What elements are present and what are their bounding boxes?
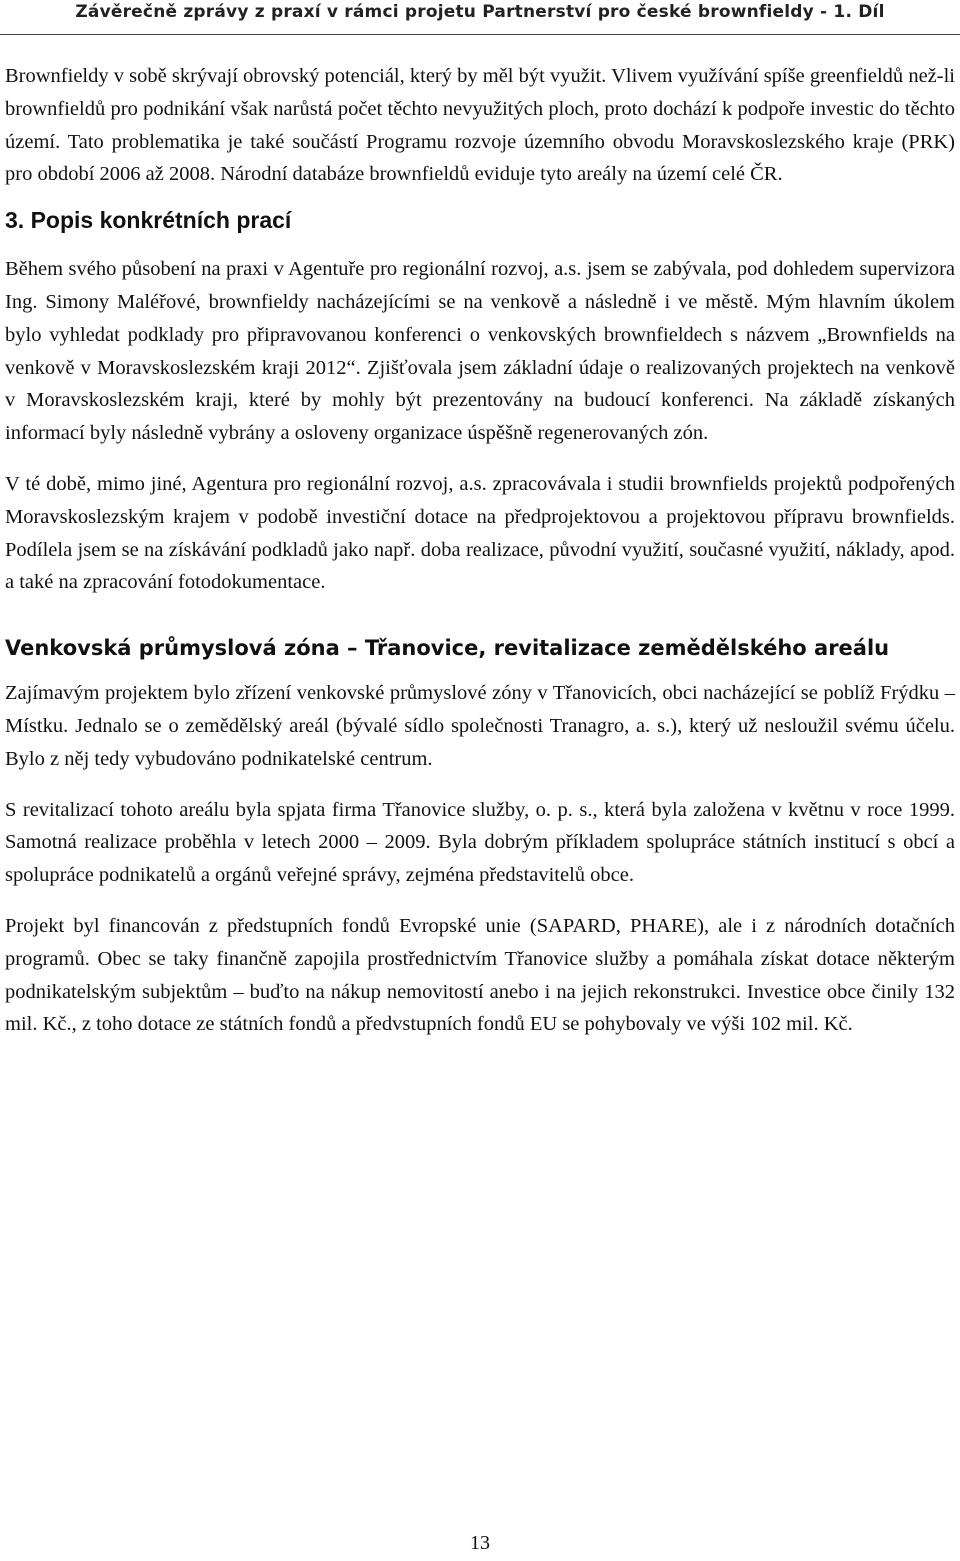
header-divider (0, 34, 960, 35)
page-number: 13 (470, 1532, 490, 1554)
paragraph-intro: Brownfieldy v sobě skrývají obrovský potenciál, který by měl být využit. Vlivem využívání spíše greenfieldů než-li brownfieldů pro podnikání však narůstá počet těchto nevyužitých ploch, proto dochází k podpoře investic do těchto území. Tato problematika je také součástí Programu rozvoje územního obvodu Moravskoslezského kraje (PRK) pro období 2006 až 2008. Národní databáze brownfieldů eviduje tyto areály na území celé ČR. (5, 65, 955, 186)
paragraph-work-description: Během svého působení na praxi v Agentuře pro regionální rozvoj, a.s. jsem se zabývala, pod dohledem supervizora Ing. Simony Maléřové, brownfieldy nacházejícími se na venkově a následně i ve městě. Mým hlavním úkolem bylo vyhledat podklady pro připravovanou konferenci o venkovských brownfieldech s názvem „Brownfields na venkově v Moravskoslezském kraji 2012“. Zjišťovala jsem základní údaje o realizovaných projektech na venkově v Moravskoslezském kraji, které by mohly být prezentovány na budoucí konferenci. Na základě získaných informací byly následně vybrány a osloveny organizace úspěšně regenerovaných zón. (5, 258, 955, 445)
paragraph-agency-study: V té době, mimo jiné, Agentura pro regionální rozvoj, a.s. zpracovávala i studii brownfields projektů podpořených Moravskoslezským krajem v podobě investiční dotace na předprojektovou a projektovou přípravu brownfields. Podílela jsem se na získávání podkladů jako např. doba realizace, původní využití, současné využití, náklady, apod. a také na zpracování fotodokumentace. (5, 472, 955, 594)
paragraph-zone-revitalization: S revitalizací tohoto areálu byla spjata firma Třanovice služby, o. p. s., která byla založena v květnu v roce 1999. Samotná realizace proběhla v letech 2000 – 2009. Byla dobrým příkladem spolupráce státních institucí s obcí a spolupráce podnikatelů a orgánů veřejné správy, zejména představitelů obce. (5, 798, 955, 887)
running-header: Závěrečně zprávy z praxí v rámci projetu Partnerství pro české brownfieldy - 1. Díl (75, 2, 885, 22)
subsection-heading: Venkovská průmyslová zóna – Třanovice, revitalizace zemědělského areálu (5, 636, 890, 661)
section-heading: 3. Popis konkrétních prací (5, 207, 292, 234)
paragraph-zone-financing: Projekt byl financován z předstupních fondů Evropské unie (SAPARD, PHARE), ale i z národních dotačních programů. Obec se taky finančně zapojila prostřednictvím Třanovice služby a pomáhala získat dotace některým podnikatelským subjektům – buďto na nákup nemovitostí anebo i na jejich rekonstrukci. Investice obce činily 132 mil. Kč., z toho dotace ze státních fondů a předvstupních fondů EU se pohybovaly ve výši 102 mil. Kč. (5, 914, 955, 1036)
paragraph-zone-intro: Zajímavým projektem bylo zřízení venkovské průmyslové zóny v Třanovicích, obci nacházející se poblíž Frýdku – Místku. Jednalo se o zemědělský areál (bývalé sídlo společnosti Tranagro, a. s.), který už nesloužil svému účelu. Bylo z něj tedy vybudováno podnikatelské centrum. (5, 682, 955, 770)
page-body (5, 60, 955, 1041)
